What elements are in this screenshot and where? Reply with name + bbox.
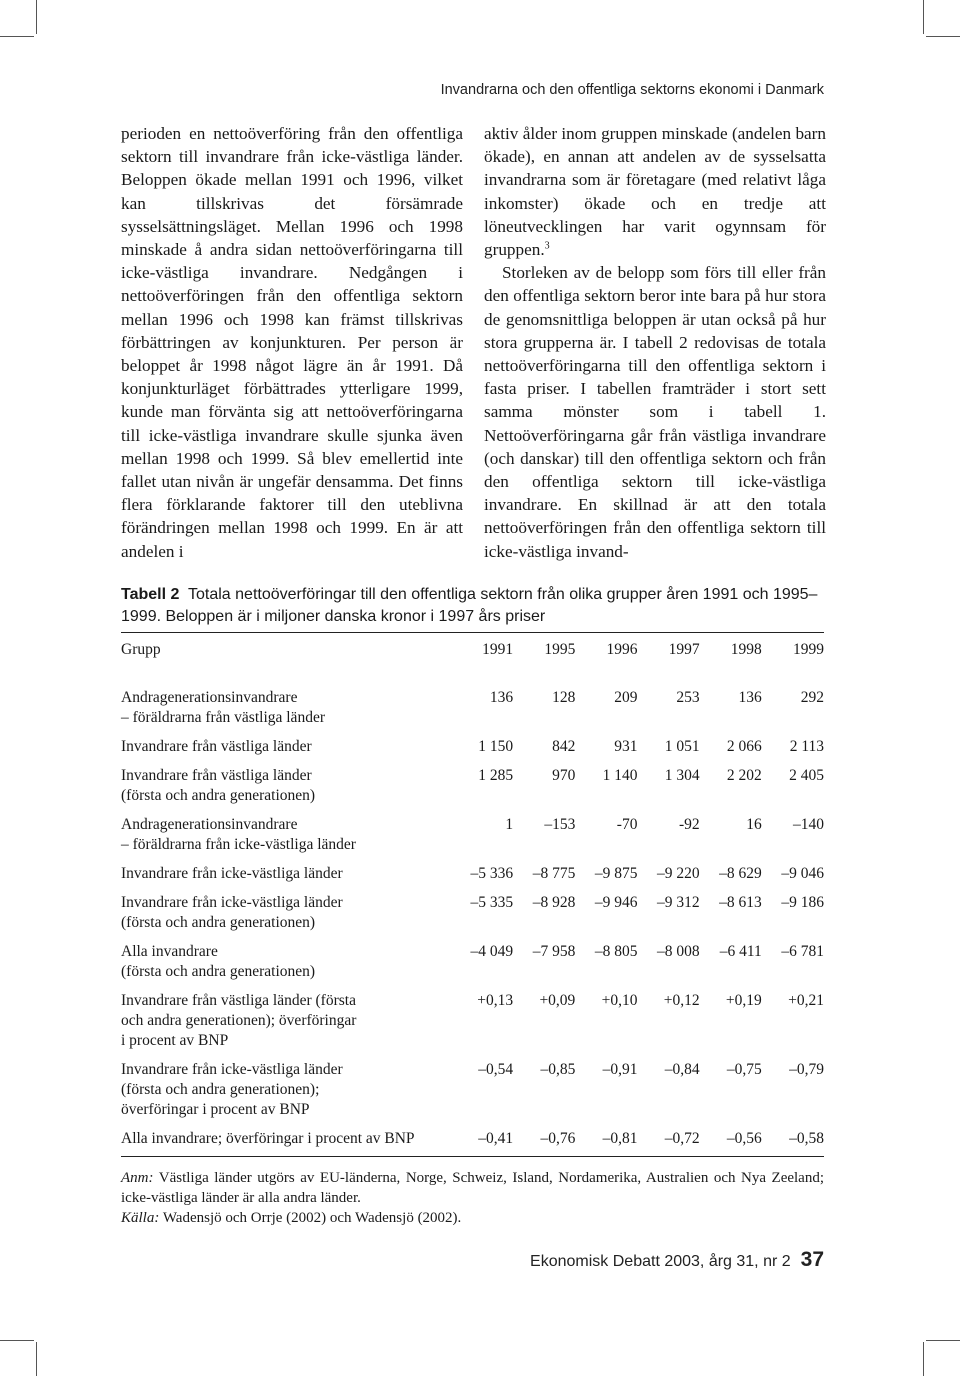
row-label-line: (första och andra generationen) [121,963,316,980]
row-label [121,1129,451,1158]
column-header: Grupp [121,641,161,658]
table-row [121,1129,824,1158]
table-cell: –8 928 [532,894,576,911]
column-header: 1998 [730,641,762,658]
table-cell: +0,10 [601,992,638,1009]
table-cell: +0,09 [539,992,576,1009]
row-label-line: Invandrare från västliga länder [121,738,312,755]
crop-mark [0,36,34,37]
row-label-line: Andragenerationsinvandrare [121,689,298,706]
table-cell: –6 781 [781,943,824,960]
table-cell: –0,41 [478,1130,514,1147]
row-label [121,688,451,737]
table-cell: –8 629 [719,865,762,882]
row-label [121,815,451,864]
table-cell: –0,91 [602,1061,638,1078]
table-row [121,815,824,864]
row-label-line: Invandrare från västliga länder (första [121,992,356,1009]
row-label-line: Invandrare från västliga länder [121,767,312,784]
table-cell: –0,56 [726,1130,762,1147]
table-cell: 2 405 [789,767,824,784]
table-cell: 842 [552,738,576,755]
row-label-line: – föräldrarna från icke-västliga länder [121,836,356,853]
table-cell: –5 335 [470,894,514,911]
column-header: 1999 [793,641,824,658]
table-cell: –0,72 [664,1130,700,1147]
table-cell: –8 775 [532,865,576,882]
table-caption [121,584,826,628]
table-cell: 2 066 [726,738,762,755]
paragraph-text: aktiv ålder inom gruppen minskade (andelen barn ökade), en annan att andelen av de sysselsatta invandrarna som är företagare (med relativt låga inkomster) ökade och en tredje att löneutvecklingen har varit ogynnsam för gruppen. [484,124,826,260]
table-cell: 1 051 [664,738,700,755]
table-notes [121,1168,824,1228]
column-header: 1995 [544,641,576,658]
row-label-line: och andra generationen); överföringar [121,1012,357,1029]
row-label [121,1060,451,1129]
column-header: 1997 [668,641,700,658]
table-cell: -92 [678,816,700,833]
table-cell: +0,21 [788,992,824,1009]
table-cell: –0,84 [664,1061,700,1078]
crop-mark [926,1340,960,1341]
table-cell: –0,85 [540,1061,576,1078]
page-footer [530,1248,824,1272]
table-cell: –0,75 [726,1061,762,1078]
body-column-left [121,122,463,563]
column-header: 1996 [606,641,638,658]
table-cell: 2 113 [789,738,824,755]
table-row [121,1060,824,1129]
table-row [121,864,824,893]
table-cell: –5 336 [470,865,514,882]
table-cell: –8 008 [657,943,700,960]
page-number: 37 [800,1248,824,1271]
journal-citation: Ekonomisk Debatt 2003, årg 31, nr 2 [530,1253,791,1270]
table-caption-text: Totala nettoöverföringar till den offentliga sektorn från olika grupper åren 1991 och 1995–1999. Beloppen är i miljoner danska kronor i 1997 års priser [121,586,818,625]
table-cell: –8 805 [594,943,638,960]
table-row [121,991,824,1060]
table-cell: 128 [552,689,576,706]
source-label: Källa: [121,1210,160,1226]
table-row [121,766,824,815]
table-row [121,737,824,766]
row-label-line: överföringar i procent av BNP [121,1101,310,1118]
table-cell: –0,54 [478,1061,514,1078]
row-label-line: i procent av BNP [121,1032,229,1049]
table-cell: 209 [614,689,638,706]
row-label-line: (första och andra generationen) [121,914,316,931]
table-cell: –6 411 [719,943,762,960]
table-cell: 2 202 [726,767,762,784]
table-top-rule [121,632,824,633]
body-column-right [484,122,826,563]
column-header: 1991 [482,641,514,658]
row-label-line: – föräldrarna från västliga länder [121,709,325,726]
table-cell: –4 049 [470,943,514,960]
table-cell: –0,81 [602,1130,638,1147]
row-label-line: (första och andra generationen) [121,787,316,804]
table-cell: 292 [800,689,824,706]
table-note [121,1168,824,1208]
table-row [121,942,824,991]
table-cell: –0,58 [789,1130,824,1147]
table-cell: –0,76 [540,1130,576,1147]
row-label-line: Invandrare från icke-västliga länder [121,1061,343,1078]
crop-mark [36,0,37,34]
table-bottom-rule [121,1156,824,1157]
table-cell: 970 [552,767,576,784]
table-cell: 136 [489,689,514,706]
crop-mark [0,1340,34,1341]
table-cell: 1 150 [478,738,514,755]
note-text: Västliga länder utgörs av EU-länderna, Norge, Schweiz, Island, Nordamerika, Australien och Nya Zeeland; icke-västliga länder är alla andra länder. [121,1170,825,1206]
table-cell: +0,12 [663,992,700,1009]
row-label-line: Invandrare från icke-västliga länder [121,865,343,882]
crop-mark [923,1342,924,1376]
source-text: Wadensjö och Orrje (2002) och Wadensjö (2002). [162,1210,462,1226]
row-label-line: (första och andra generationen); [121,1081,320,1098]
row-label [121,991,451,1060]
row-label [121,893,451,942]
table-cell: 1 304 [664,767,700,784]
table-header-row [121,640,824,688]
table-cell: 16 [746,816,762,833]
row-label [121,737,451,766]
table-cell: –0,79 [789,1061,824,1078]
table-row [121,893,824,942]
crop-mark [36,1342,37,1376]
table-cell: –9 220 [657,865,700,882]
table-body [121,688,824,1158]
table-cell: –153 [544,816,576,833]
table-cell: 136 [738,689,762,706]
row-label-line: Alla invandrare; överföringar i procent av BNP [121,1130,415,1147]
table-cell: –9 186 [781,894,824,911]
note-label: Anm: [121,1170,154,1186]
table-cell: 1 285 [478,767,514,784]
table-cell: –8 613 [719,894,762,911]
body-paragraph [484,122,826,261]
row-label-line: Invandrare från icke-västliga länder [121,894,343,911]
table-cell: 931 [614,738,638,755]
table-cell: 1 [505,816,514,833]
body-paragraph: perioden en nettoöverföring från den offentliga sektorn till invandrare från icke-västliga länder. Beloppen ökade mellan 1991 och 1996, vilket kan tillskrivas det försämrade sysselsättningsläget. Mellan 1996 och 1998 minskade å andra sidan nettoöverföringarna till icke-västliga invandrare. Nedgången i nettoöverföringen från den offentliga sektorn mellan 1996 och 1998 kan främst tillskrivas förbättringen av konjunkturen. Per person är beloppet år 1998 något lägre än år 1991. Då konjunkturläget förbättrades ytterligare 1999, kunde man förvänta sig att nettoöverföringarna till icke-västliga invandrare skulle sjunka även mellan 1998 och 1999. Så blev emellertid inte fallet utan nivån är ungefär densamma. Det finns flera förklarande faktorer till den uteblivna förändringen mellan 1998 och 1999. En är att andelen i [121,124,463,561]
row-label-line: Alla invandrare [121,943,218,960]
table-cell: 1 140 [602,767,638,784]
table-cell: –9 046 [781,865,824,882]
row-label [121,766,451,815]
row-label-line: Andragenerationsinvandrare [121,816,298,833]
table-row [121,688,824,737]
crop-mark [923,0,924,34]
body-paragraph: Storleken av de belopp som förs till eller från den offentliga sektorn beror inte bara på hur stora de genomsnittliga beloppen är utan också på hur stora grupperna är. I tabell 2 redovisas de totala nettoöverföringarna till den offentliga sektorn i fasta priser. I tabellen framträder i stort sett samma mönster som i tabell 1. Nettoöverföringarna går från västliga invandrare (och danskar) till den offentliga sektorn och från den offentliga sektorn till icke-västliga invandrare. En skillnad är att den totala nettoöverföringen från den offentliga sektorn till icke-västliga invand- [484,263,826,561]
table-cell: –9 946 [594,894,638,911]
footnote-marker: 3 [544,240,550,252]
table-cell: -70 [616,816,638,833]
row-label [121,942,451,991]
table-cell: –9 875 [594,865,638,882]
table-cell: –9 312 [657,894,700,911]
table-cell: 253 [676,689,700,706]
table-cell: +0,13 [477,992,514,1009]
table-caption-label: Tabell 2 [121,586,180,603]
table-cell: –140 [793,816,824,833]
table-source [121,1208,824,1228]
running-header: Invandrarna och den offentliga sektorns ekonomi i Danmark [440,82,824,98]
data-table [121,640,824,1158]
table-cell: +0,19 [725,992,762,1009]
crop-mark [926,36,960,37]
row-label [121,864,451,893]
table-cell: –7 958 [532,943,576,960]
